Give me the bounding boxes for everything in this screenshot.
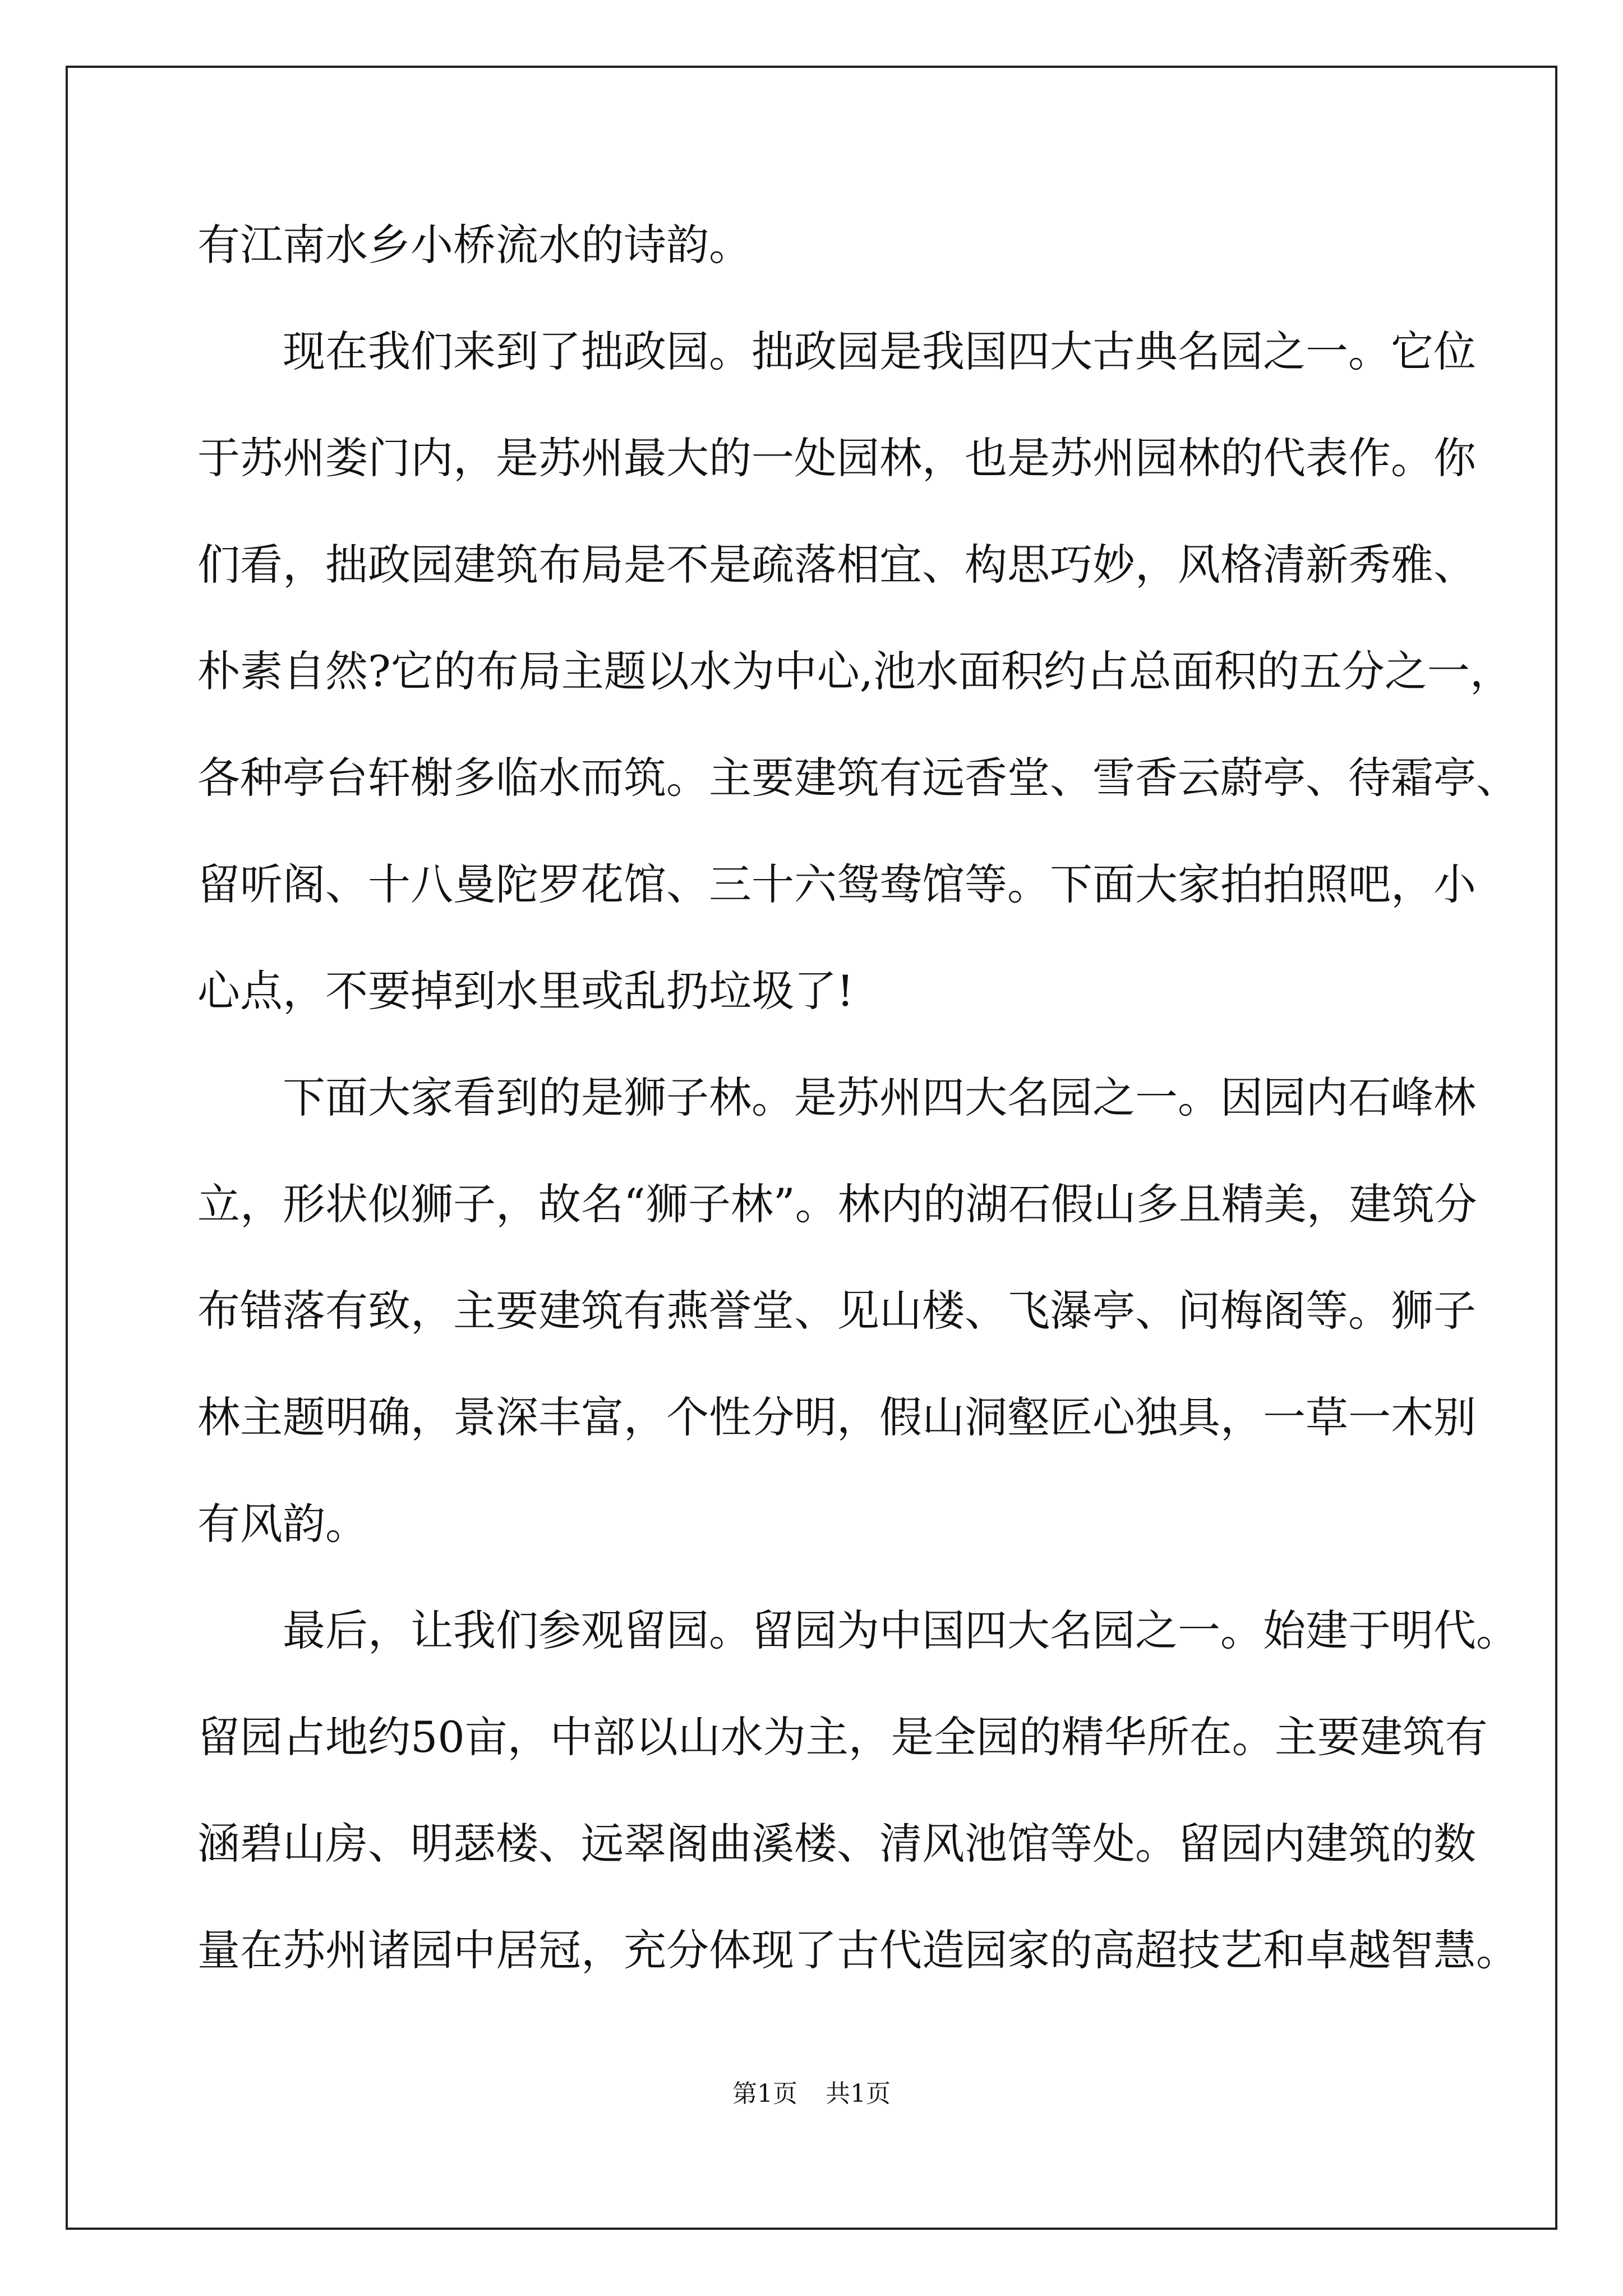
page-number: 第1页	[732, 2079, 797, 2108]
text-line: 量在苏州诸园中居冠，充分体现了古代造园家的高超技艺和卓越智慧。	[197, 1925, 1519, 1975]
text-line: 各种亭台轩榭多临水而筑。主要建筑有远香堂、雪香云蔚亭、待霜亭、	[197, 753, 1519, 803]
text-line: 们看，拙政园建筑布局是不是疏落相宜、构思巧妙，风格清新秀雅、	[197, 540, 1476, 590]
page-footer	[0, 2077, 1623, 2111]
text-line: 有风韵。	[197, 1499, 368, 1549]
paragraph-start-line: 现在我们来到了拙政园。拙政园是我国四大古典名园之一。它位	[283, 326, 1476, 376]
paragraph-start-line: 下面大家看到的是狮子林。是苏州四大名园之一。因园内石峰林	[283, 1073, 1476, 1122]
text-line: 于苏州娄门内，是苏州最大的一处园林，也是苏州园林的代表作。你	[197, 433, 1476, 483]
paragraph-start-line: 最后，让我们参观留园。留园为中国四大名园之一。始建于明代。	[283, 1605, 1519, 1655]
text-line: 朴素自然?它的布局主题以水为中心,池水面积约占总面积的五分之一，	[197, 646, 1513, 696]
text-line: 林主题明确，景深丰富，个性分明，假山洞壑匠心独具，一草一木别	[197, 1392, 1476, 1442]
page-total: 共1页	[826, 2079, 891, 2108]
page-border	[66, 66, 1557, 2230]
text-line: 留园占地约50亩，中部以山水为主，是全园的精华所在。主要建筑有	[197, 1712, 1488, 1762]
text-line: 有江南水乡小桥流水的诗韵。	[197, 220, 751, 270]
text-line: 立，形状似狮子，故名“狮子林”。林内的湖石假山多且精美，建筑分	[197, 1179, 1477, 1229]
text-line: 涵碧山房、明瑟楼、远翠阁曲溪楼、清风池馆等处。留园内建筑的数	[197, 1819, 1476, 1869]
text-line: 心点，不要掉到水里或乱扔垃圾了!	[197, 966, 854, 1016]
text-line: 布错落有致，主要建筑有燕誉堂、见山楼、飞瀑亭、问梅阁等。狮子	[197, 1286, 1476, 1336]
text-line: 留听阁、十八曼陀罗花馆、三十六鸳鸯馆等。下面大家拍拍照吧，小	[197, 859, 1476, 909]
